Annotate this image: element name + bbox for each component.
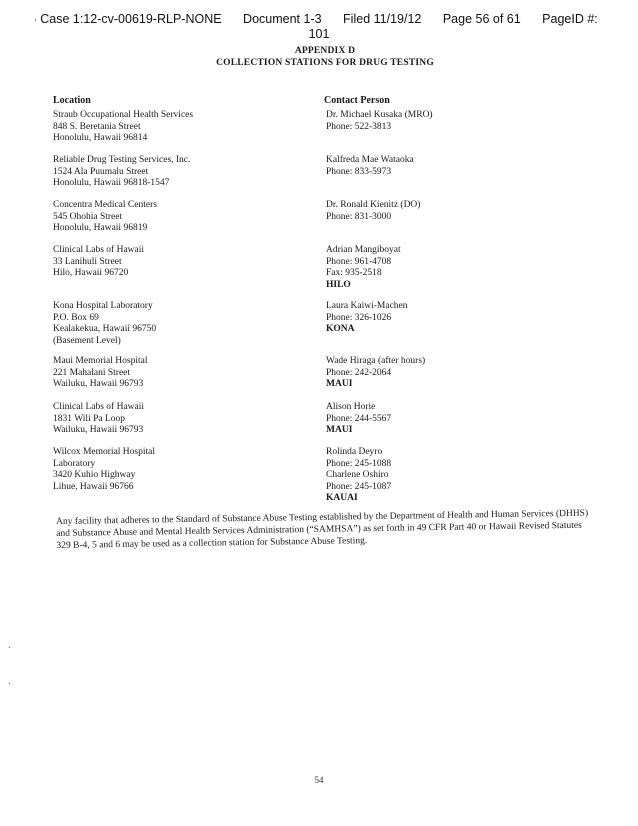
location-line: Wilcox Memorial Hospital xyxy=(53,447,155,457)
location-line: Reliable Drug Testing Services, Inc. xyxy=(53,155,191,165)
location-entry xyxy=(53,356,147,391)
appendix-subtitle: COLLECTION STATIONS FOR DRUG TESTING xyxy=(216,58,434,68)
contact-line: Phone: 326-1026 xyxy=(326,312,392,323)
location-line: Laboratory xyxy=(53,458,96,469)
location-line: 1524 Ala Puumalu Street xyxy=(53,166,149,177)
contact-entry xyxy=(326,245,401,291)
contact-column-header: Contact Person xyxy=(324,95,390,106)
contact-line: Wade Hiraga (after hours) xyxy=(326,356,426,366)
contact-entry xyxy=(326,200,420,223)
margin-mark: , xyxy=(34,12,37,23)
appendix-title xyxy=(200,45,450,69)
contact-line: Phone: 245-1087 xyxy=(326,481,392,492)
location-entry xyxy=(53,155,190,190)
region-label: HILO xyxy=(326,279,351,290)
margin-mark: . xyxy=(8,640,11,651)
contact-entry xyxy=(326,447,391,505)
location-entry xyxy=(53,110,193,145)
contact-line: Phone: 245-1088 xyxy=(326,458,392,469)
footnote-paragraph: Any facility that adheres to the Standard of Substance Abuse Testing established by the Department of Health and Human Services (DHHS) and Substance Abuse and Mental Health Services Administration (“SAMHSA”) as set forth in 49 CFR Part 40 or Hawaii Revised Statutes 329 B-4, 5 and 6 may be used as a collection station for Substance Abuse Testing. xyxy=(56,508,589,551)
contact-line: Laura Kaiwi-Machen xyxy=(326,301,408,311)
contact-line: Phone: 244-5567 xyxy=(326,413,392,424)
location-line: 1831 Wili Pa Loop xyxy=(53,413,126,424)
contact-line: Phone: 242-2064 xyxy=(326,367,392,378)
contact-entry xyxy=(326,110,433,133)
contact-line: Phone: 961-4708 xyxy=(326,256,392,267)
margin-mark: . xyxy=(8,676,11,687)
location-entry xyxy=(53,301,156,347)
location-line: Hilo, Hawaii 96720 xyxy=(53,268,129,279)
page-number: 54 xyxy=(314,775,324,785)
location-entry xyxy=(53,200,157,235)
pageid-value: 101 xyxy=(308,27,330,41)
header-line xyxy=(0,12,638,27)
contact-line: Fax: 935-2518 xyxy=(326,268,382,279)
contact-entry xyxy=(326,356,425,391)
location-line: P.O. Box 69 xyxy=(53,312,99,323)
location-line: Straub Occupational Health Services xyxy=(53,110,194,120)
location-line: Clinical Labs of Hawaii xyxy=(53,245,145,255)
document-header xyxy=(0,12,638,42)
location-line: Concentra Medical Centers xyxy=(53,200,157,210)
location-line: Lihue, Hawaii 96766 xyxy=(53,481,134,492)
location-entry xyxy=(53,245,144,280)
contact-entry xyxy=(326,155,414,178)
region-label: KAUAI xyxy=(326,493,358,504)
appendix-label: APPENDIX D xyxy=(294,46,356,56)
location-line: Clinical Labs of Hawaii xyxy=(53,402,145,412)
location-line: 848 S. Beretania Street xyxy=(53,121,141,132)
page-count: Page 56 of 61 xyxy=(442,12,521,26)
location-entry xyxy=(53,402,144,437)
pageid-label: PageID #: xyxy=(542,12,598,26)
region-label: MAUI xyxy=(326,379,353,390)
region-label: MAUI xyxy=(326,425,353,436)
contact-entry xyxy=(326,402,391,437)
location-line: 545 Ohohia Street xyxy=(53,211,123,222)
location-line: Honolulu, Hawaii 96818-1547 xyxy=(53,178,170,189)
contact-line: Rolinda Deyro xyxy=(326,447,383,457)
filed-date: Filed 11/19/12 xyxy=(343,12,422,26)
document-number: Document 1-3 xyxy=(243,12,322,26)
location-line: Honolulu, Hawaii 96814 xyxy=(53,133,148,144)
location-line: Honolulu, Hawaii 96819 xyxy=(53,223,148,234)
region-label: KONA xyxy=(326,324,355,335)
location-line: Wailuku, Hawaii 96793 xyxy=(53,379,144,390)
location-line: Maui Memorial Hospital xyxy=(53,356,148,366)
location-line: 33 Lanihuli Street xyxy=(53,256,122,267)
contact-line: Adrian Mangiboyat xyxy=(326,245,401,255)
contact-line: Kalfreda Mae Wataoka xyxy=(326,155,414,165)
contact-line: Alison Horie xyxy=(326,402,376,412)
contact-line: Dr. Ronald Kienitz (DO) xyxy=(326,200,421,210)
location-line: Wailuku, Hawaii 96793 xyxy=(53,425,144,436)
location-line: 221 Mahalani Street xyxy=(53,367,131,378)
location-column-header: Location xyxy=(53,95,91,106)
contact-line: Phone: 522-3813 xyxy=(326,121,392,132)
contact-line: Phone: 831-3000 xyxy=(326,211,392,222)
contact-line: Charlene Oshiro xyxy=(326,470,389,481)
case-number: Case 1:12-cv-00619-RLP-NONE xyxy=(40,12,222,26)
location-line: Kona Hospital Laboratory xyxy=(53,301,153,311)
location-entry xyxy=(53,447,155,493)
location-line: 3420 Kuhio Highway xyxy=(53,470,136,481)
contact-entry xyxy=(326,301,408,336)
contact-line: Dr. Michael Kusaka (MRO) xyxy=(326,110,433,120)
location-line: Kealakekua, Hawaii 96750 xyxy=(53,324,157,335)
location-line: (Basement Level) xyxy=(53,335,121,346)
contact-line: Phone: 833-5973 xyxy=(326,166,392,177)
